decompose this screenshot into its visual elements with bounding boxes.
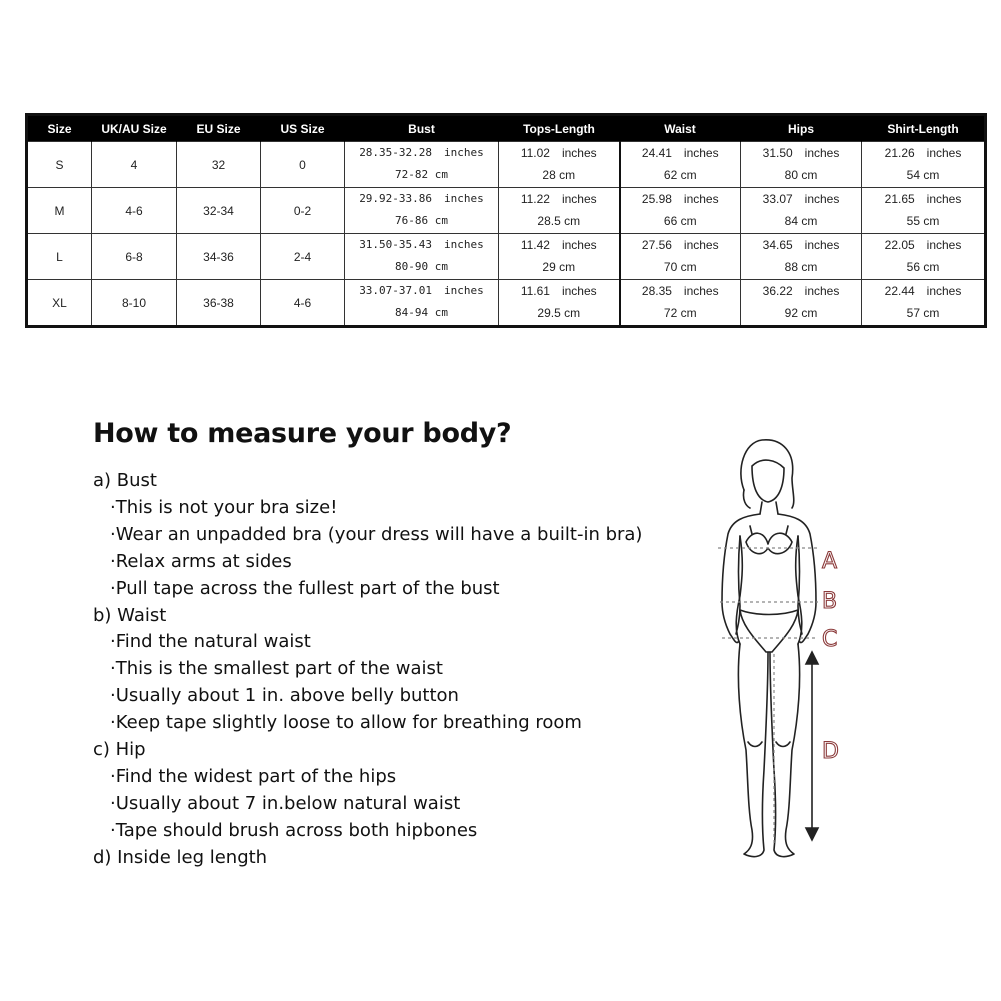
unit-label: inches xyxy=(804,192,840,206)
instruction-item: ·Tape should brush across both hipbones xyxy=(110,819,478,841)
unit-label: inches xyxy=(804,284,840,298)
column-header: Size xyxy=(27,115,92,142)
measurement-cell xyxy=(862,188,986,234)
value-inches: 25.98 xyxy=(641,192,672,206)
table-cell: 34-36 xyxy=(177,234,261,280)
unit-label: inches xyxy=(804,146,840,160)
table-cell: 4-6 xyxy=(92,188,177,234)
measurement-cell xyxy=(620,234,741,280)
size-chart-table xyxy=(25,113,987,328)
value-cm: 62 cm xyxy=(663,168,697,182)
value-cm: 56 cm xyxy=(906,260,940,274)
value-inches: 27.56 xyxy=(641,238,672,252)
value-inches: 33.07-37.01 xyxy=(359,284,433,297)
value-cm: 66 cm xyxy=(663,214,697,228)
measurement-cell xyxy=(741,142,862,188)
measurement-cell xyxy=(620,280,741,327)
unit-label: inches xyxy=(561,146,597,160)
value-cm: 88 cm xyxy=(784,260,818,274)
value-inches: 29.92-33.86 xyxy=(359,192,433,205)
value-inches: 24.41 xyxy=(641,146,672,160)
marker-b: B xyxy=(822,589,838,614)
brief-outline xyxy=(740,610,798,652)
table-cell: 4-6 xyxy=(261,280,345,327)
section-heading: d) Inside leg length xyxy=(93,846,268,868)
column-header: UK/AU Size xyxy=(92,115,177,142)
measurement-cell xyxy=(499,234,620,280)
value-inches: 28.35-32.28 xyxy=(359,146,433,159)
column-header: EU Size xyxy=(177,115,261,142)
column-header: US Size xyxy=(261,115,345,142)
column-header: Shirt-Length xyxy=(862,115,986,142)
measurement-cell xyxy=(345,280,499,327)
value-inches: 31.50 xyxy=(762,146,793,160)
face-outline xyxy=(752,460,784,502)
unit-label: inches xyxy=(444,146,484,159)
value-cm: 72-82 cm xyxy=(395,168,448,181)
unit-label: inches xyxy=(561,192,597,206)
instruction-item: ·Usually about 7 in.below natural waist xyxy=(110,792,461,814)
measurement-cell xyxy=(499,188,620,234)
unit-label: inches xyxy=(926,284,962,298)
value-cm: 84 cm xyxy=(784,214,818,228)
value-inches: 28.35 xyxy=(641,284,672,298)
size-chart-body xyxy=(27,142,986,327)
value-cm: 76-86 cm xyxy=(395,214,448,227)
value-cm: 84-94 cm xyxy=(395,306,448,319)
section-heading: c) Hip xyxy=(93,739,146,761)
column-header: Waist xyxy=(620,115,741,142)
measurement-cell xyxy=(862,142,986,188)
table-cell: 2-4 xyxy=(261,234,345,280)
value-inches: 34.65 xyxy=(762,238,793,252)
bra-outline xyxy=(746,533,792,553)
page-title: How to measure your body? xyxy=(93,418,512,449)
inseam-arrow xyxy=(806,652,818,840)
instruction-item: ·Usually about 1 in. above belly button xyxy=(110,685,459,707)
table-cell: 32 xyxy=(177,142,261,188)
hair-outline xyxy=(741,440,794,508)
instruction-item: ·Wear an unpadded bra (your dress will have a built-in bra) xyxy=(110,523,643,545)
measurement-cell xyxy=(345,188,499,234)
value-cm: 29 cm xyxy=(542,260,576,274)
marker-c: C xyxy=(822,627,838,652)
value-inches: 21.26 xyxy=(884,146,915,160)
unit-label: inches xyxy=(926,192,962,206)
measurement-cell xyxy=(499,280,620,327)
value-inches: 11.42 xyxy=(520,238,550,252)
value-inches: 36.22 xyxy=(762,284,793,298)
marker-d: D xyxy=(822,739,839,764)
value-inches: 22.44 xyxy=(884,284,915,298)
unit-label: inches xyxy=(926,238,962,252)
value-inches: 33.07 xyxy=(762,192,793,206)
unit-label: inches xyxy=(683,192,719,206)
instruction-item: ·Relax arms at sides xyxy=(110,550,292,572)
measurement-cell xyxy=(499,142,620,188)
unit-label: inches xyxy=(804,238,840,252)
unit-label: inches xyxy=(561,284,597,298)
table-cell: L xyxy=(27,234,92,280)
unit-label: inches xyxy=(926,146,962,160)
table-cell: 6-8 xyxy=(92,234,177,280)
instruction-item: ·Find the natural waist xyxy=(110,631,311,653)
value-cm: 80-90 cm xyxy=(395,260,448,273)
table-cell: XL xyxy=(27,280,92,327)
value-cm: 28 cm xyxy=(542,168,576,182)
table-row xyxy=(27,280,986,327)
instruction-item: ·This is the smallest part of the waist xyxy=(110,658,443,680)
unit-label: inches xyxy=(444,284,484,297)
unit-label: inches xyxy=(683,238,719,252)
unit-label: inches xyxy=(444,192,484,205)
measure-instructions xyxy=(93,468,693,872)
measurement-cell xyxy=(741,188,862,234)
size-chart-header-row xyxy=(27,115,986,142)
instruction-item: ·This is not your bra size! xyxy=(110,496,338,518)
unit-label: inches xyxy=(683,146,719,160)
measurement-cell xyxy=(345,142,499,188)
value-cm: 80 cm xyxy=(784,168,818,182)
unit-label: inches xyxy=(561,238,597,252)
measurement-cell xyxy=(345,234,499,280)
marker-a: A xyxy=(822,549,838,574)
value-inches: 22.05 xyxy=(884,238,915,252)
value-inches: 11.61 xyxy=(520,284,550,298)
table-cell: 8-10 xyxy=(92,280,177,327)
instruction-item: ·Find the widest part of the hips xyxy=(110,765,397,787)
body-figure-illustration xyxy=(700,430,860,870)
table-cell: 4 xyxy=(92,142,177,188)
value-cm: 57 cm xyxy=(906,306,940,320)
table-cell: S xyxy=(27,142,92,188)
unit-label: inches xyxy=(444,238,484,251)
value-inches: 11.22 xyxy=(520,192,550,206)
section-heading: b) Waist xyxy=(93,604,167,626)
column-header: Hips xyxy=(741,115,862,142)
table-cell: M xyxy=(27,188,92,234)
unit-label: inches xyxy=(683,284,719,298)
measurement-cell xyxy=(620,188,741,234)
table-cell: 32-34 xyxy=(177,188,261,234)
value-inches: 21.65 xyxy=(884,192,915,206)
measurement-cell xyxy=(862,280,986,327)
value-inches: 11.02 xyxy=(520,146,550,160)
value-cm: 29.5 cm xyxy=(537,306,581,320)
table-cell: 36-38 xyxy=(177,280,261,327)
table-row xyxy=(27,234,986,280)
value-cm: 28.5 cm xyxy=(537,214,581,228)
left-leg xyxy=(738,644,768,857)
column-header: Tops-Length xyxy=(499,115,620,142)
table-cell: 0 xyxy=(261,142,345,188)
table-cell: 0-2 xyxy=(261,188,345,234)
instruction-item: ·Keep tape slightly loose to allow for breathing room xyxy=(110,712,582,734)
measurement-cell xyxy=(862,234,986,280)
instruction-item: ·Pull tape across the fullest part of the bust xyxy=(110,577,500,599)
measurement-cell xyxy=(741,234,862,280)
measurement-cell xyxy=(620,142,741,188)
value-cm: 72 cm xyxy=(663,306,697,320)
value-cm: 54 cm xyxy=(906,168,940,182)
measurement-cell xyxy=(741,280,862,327)
value-cm: 70 cm xyxy=(663,260,697,274)
value-cm: 92 cm xyxy=(784,306,818,320)
value-inches: 31.50-35.43 xyxy=(359,238,433,251)
table-row xyxy=(27,188,986,234)
value-cm: 55 cm xyxy=(906,214,940,228)
table-row xyxy=(27,142,986,188)
section-heading: a) Bust xyxy=(93,470,157,491)
column-header: Bust xyxy=(345,115,499,142)
